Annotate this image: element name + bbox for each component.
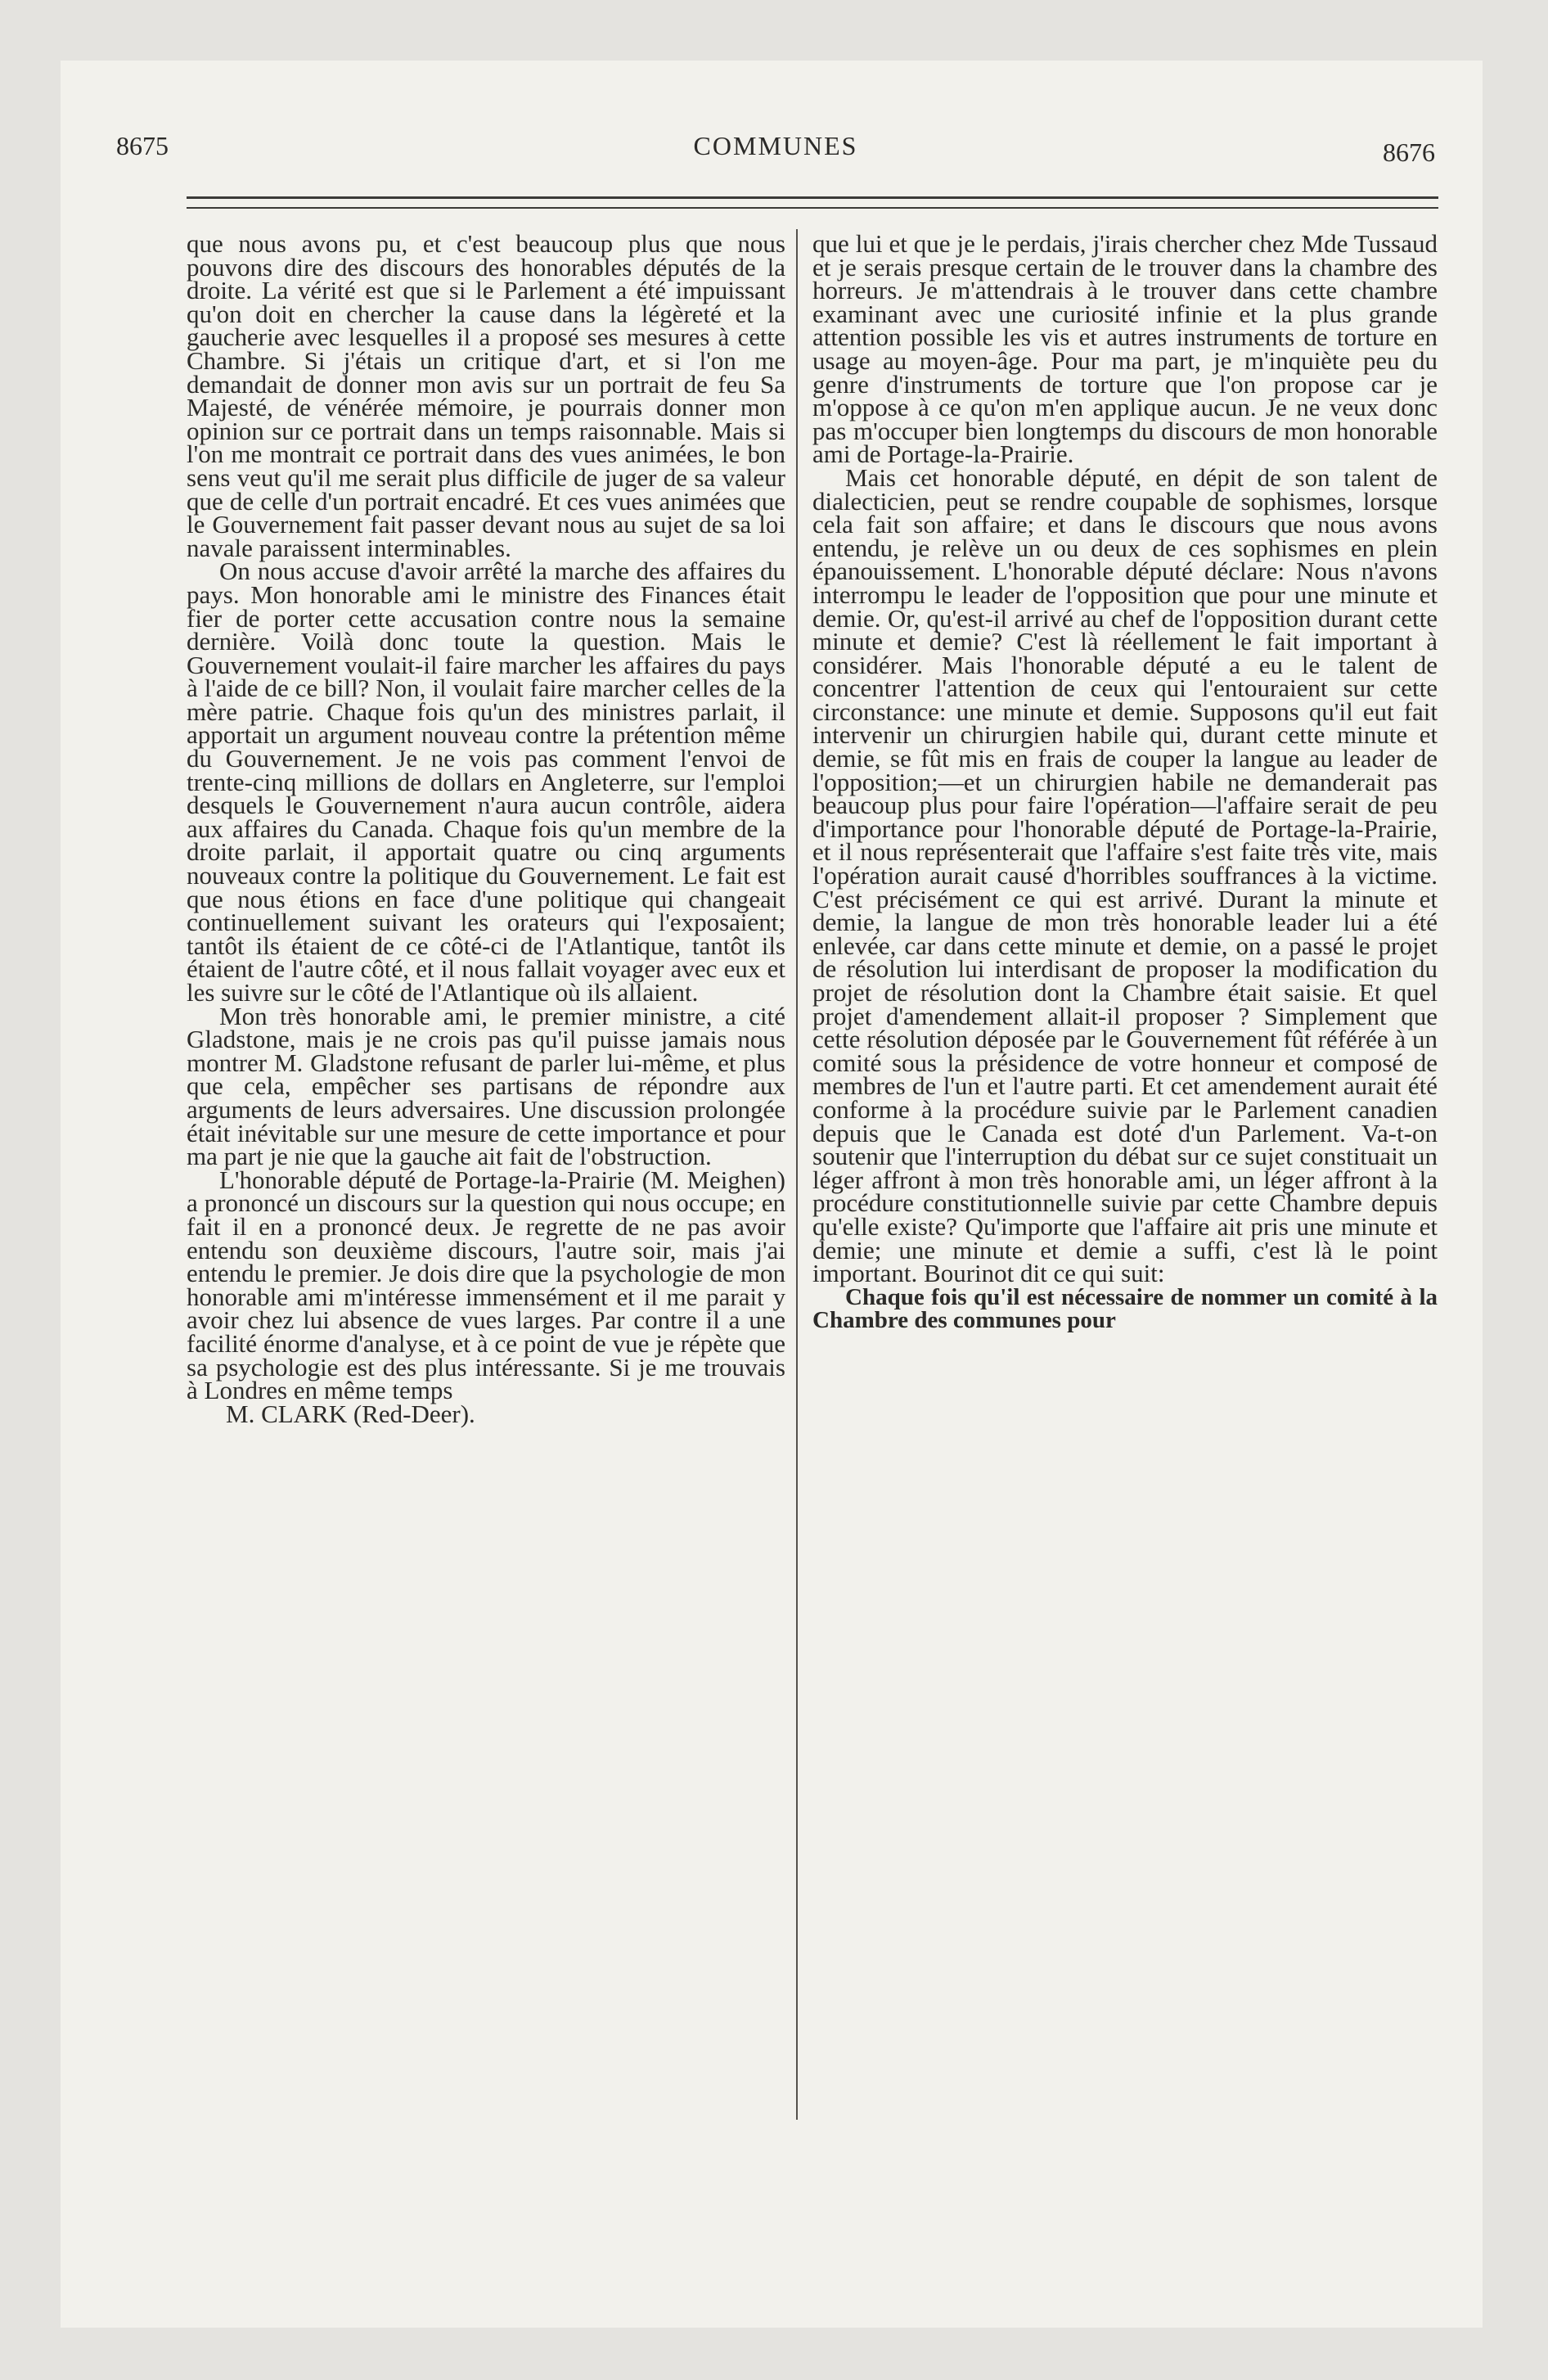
left-paragraph: Mon très honorable ami, le premier ministre, a cité Gladstone, mais je ne crois pas qu'il puisse jamais nous montrer M. Gladstone refusant de parler lui-même, et plus que cela, empêcher ses partisans de répondre aux arguments de leurs adversaires. Une discussion prolongée était inévitable sur une mesure de cette importance et pour ma part je nie que la gauche ait fait de l'obstruction. [187,1001,785,1171]
header-rule-bottom [187,207,1438,209]
left-paragraph: que nous avons pu, et c'est beaucoup plus que nous pouvons dire des discours des honorables députés de la droite. La vérité est que si le Parlement a été impuissant qu'on doit en chercher la cause dans la légèreté et la gaucherie avec lesquelles il a proposé ses mesures à cette Chambre. Si j'étais un critique d'art, et si l'on me demandait de donner mon avis sur un portrait de feu Sa Majesté, de vénérée mémoire, je pourrais donner mon opinion sur ce portrait dans un temps raisonnable. Mais si l'on me montrait ce portrait dans des vues animées, le bon sens veut qu'il me serait plus difficile de juger de sa valeur que de celle d'un portrait encadré. Et ces vues animées que le Gouvernement fait passer devant nous au sujet de sa loi navale paraissent interminables. [187,229,785,562]
running-title: COMMUNES [693,131,858,160]
left-paragraph: On nous accuse d'avoir arrêté la marche des affaires du pays. Mon honorable ami le ministre des Finances était fier de porter cette accusation contre nous la semaine dernière. Voilà donc toute la question. Mais le Gouvernement voulait-il faire marcher les affaires du pays à l'aide de ce bill? Non, il voulait faire marcher celles de la mère patrie. Chaque fois qu'un des ministres parlait, il apportait un argument nouveau contre la prétention même du Gouvernement. Je ne vois pas comment l'envoi de trente-cinq millions de dollars en Angleterre, sur l'emploi desquels le Gouvernement n'aura aucun contrôle, aidera aux affaires du Canada. Chaque fois qu'un membre de la droite parlait, il apportait quatre ou cinq arguments nouveaux contre la politique du Gouvernement. Le fait est que nous étions en face d'une politique qui changeait continuellement suivant les orateurs qui l'exposaient; tantôt ils étaient de ce côté-ci de l'Atlantique, tantôt ils étaient de l'autre côté, et il nous fallait voyager avec eux et les suivre sur le côté de l'Atlantique où ils allaient. [187,557,785,1007]
left-page-number: 8675 [116,131,169,160]
speaker-label: M. CLARK (Red-Deer). [226,1399,475,1428]
right-paragraph: que lui et que je le perdais, j'irais chercher chez Mde Tussaud et je serais presque certain de le trouver dans la chambre des horreurs. Je m'attendrais à le trouver dans cette chambre examinant avec une curiosité infinie et la plus grande attention possible les vis et autres instruments de torture en usage au moyen-âge. Pour ma part, je m'inquiète peu du genre d'instruments de torture que l'on propose car je m'oppose à ce qu'on m'en applique aucun. Je ne veux donc pas m'occuper bien longtemps du discours de mon honorable ami de Portage-la-Prairie. [812,229,1438,469]
left-column [187,229,785,1428]
block-quote: Chaque fois qu'il est nécessaire de nommer un comité à la Chambre des communes pour [812,1283,1438,1334]
column-divider [796,229,798,2120]
right-paragraph: Mais cet honorable député, en dépit de son talent de dialecticien, peut se rendre coupable de sophismes, lorsque cela fait son affaire; et dans le discours que nous avons entendu, je relève un ou deux de ces sophismes en plein épanouissement. L'honorable député déclare: Nous n'avons interrompu le leader de l'opposition que pour une minute et demie. Or, qu'est-il arrivé au chef de l'opposition durant cette minute et demie? C'est là réellement le fait important à considérer. Mais l'honorable député a eu le talent de concentrer l'attention de ceux qui l'entouraient sur cette circonstance: une minute et demie. Supposons qu'il eut fait intervenir un chirurgien habile qui, durant cette minute et demie, se fût mis en frais de couper la langue au leader de l'opposition;—et un chirurgien habile ne demanderait pas beaucoup plus pour faire l'opération—l'affaire serait de peu d'importance pour l'honorable député de Portage-la-Prairie, et il nous représenterait que l'affaire s'est faite très vite, mais l'opération aurait causé d'horribles souffrances à la victime. C'est précisément ce qui est arrivé. Durant la minute et demie, la langue de mon très honorable leader lui a été enlevée, car dans cette minute et demie, on a passé le projet de résolution lui interdisant de proposer la modification du projet de résolution dont la Chambre était saisie. Et quel projet d'amendement allait-il proposer ? Simplement que cette résolution déposée par le Gouvernement fût référée à un comité sous la présidence de votre honneur et composé de membres de l'un et l'autre parti. Et cet amendement aurait été conforme à la procédure suivie par le Parlement canadien depuis que le Canada est doté d'un Parlement. Va-t-on soutenir que l'interruption du débat sur ce sujet constituait un léger affront à mon très honorable ami, un léger affront à la procédure constitutionnelle suivie par cette Chambre depuis qu'elle existe? Qu'importe que l'affaire ait pris une minute et demie; une minute et demie a suffi, c'est là le point important. Bourinot dit ce qui suit: [812,462,1438,1288]
right-page-number: 8676 [1383,137,1435,167]
page-header [116,131,1435,172]
right-column [812,229,1438,1334]
header-rule-top [187,196,1438,199]
left-paragraph: L'honorable député de Portage-la-Prairie (M. Meighen) a prononcé un discours sur la question qui nous occupe; en fait il en a prononcé deux. Je regrette de ne pas avoir entendu son deuxième discours, l'autre soir, mais j'ai entendu le premier. Je dois dire que la psychologie de mon honorable ami m'intéresse immensément et il me parait y avoir chez lui absence de vues larges. Par contre il a une facilité énorme d'analyse, et à ce point de vue je répète que sa psychologie est des plus intéressante. Si je me trouvais à Londres en même temps [187,1165,785,1405]
